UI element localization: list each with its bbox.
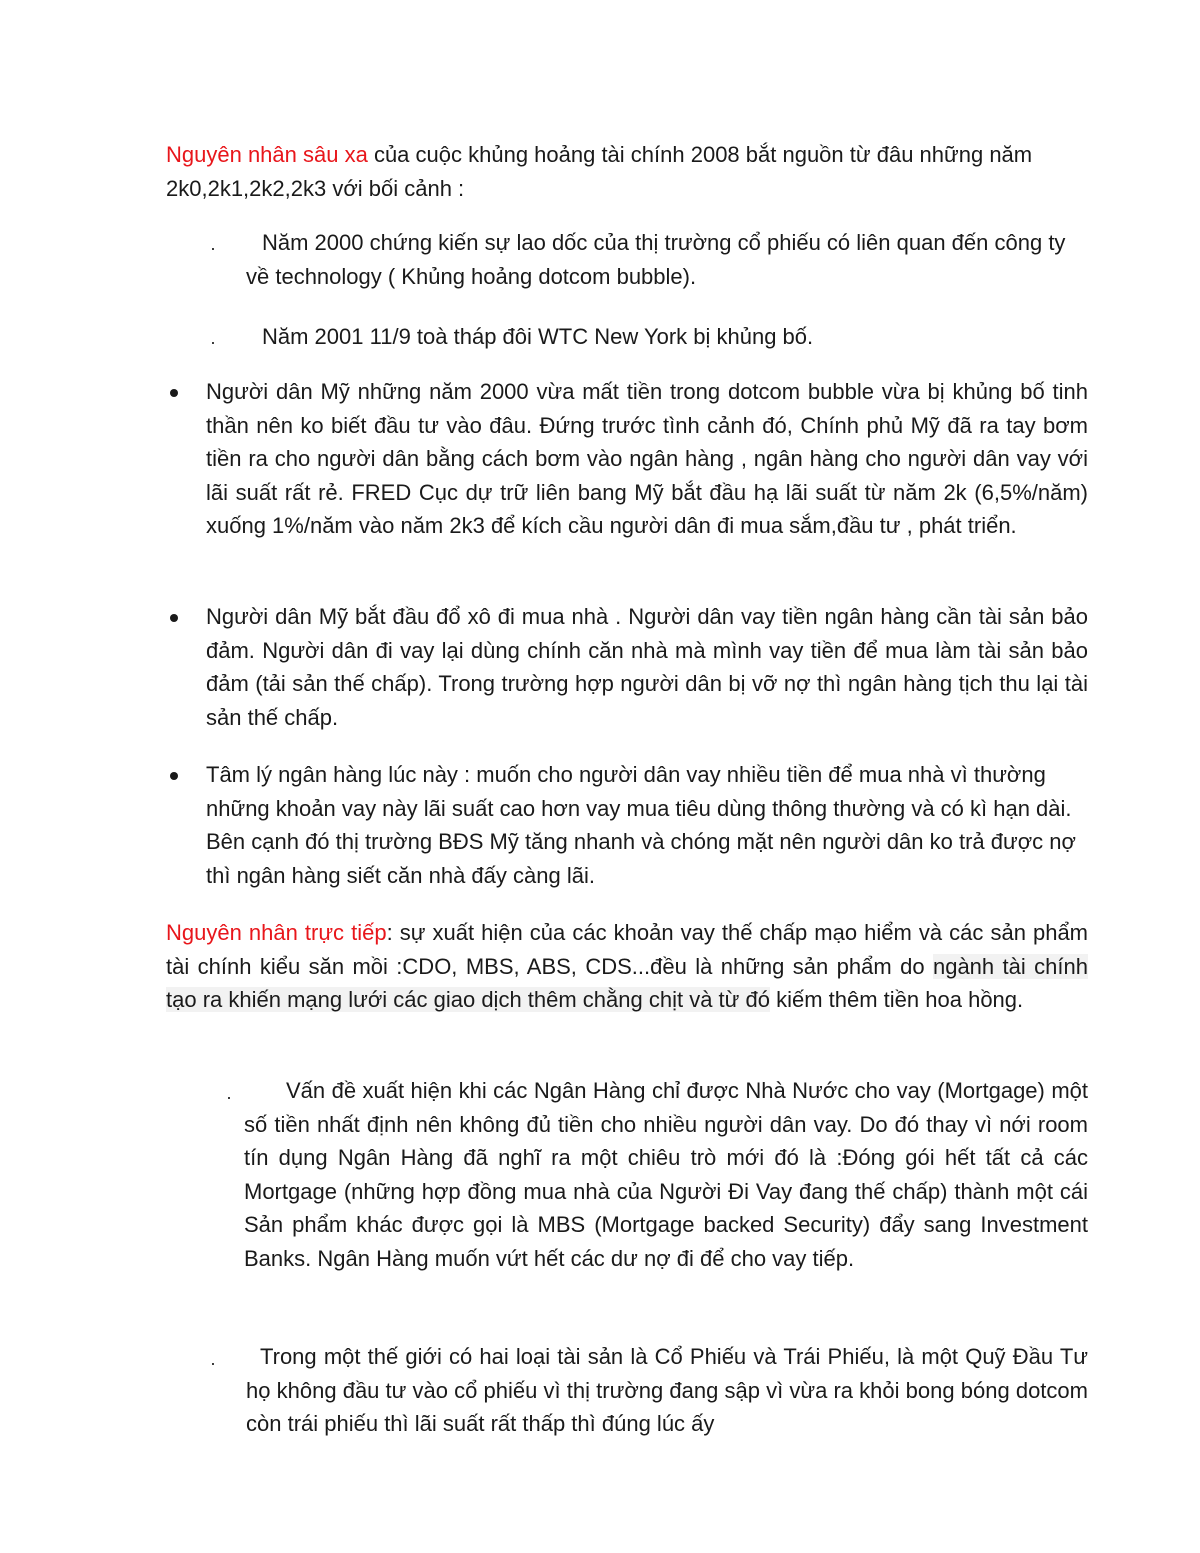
list-item: Người dân Mỹ những năm 2000 vừa mất tiền trong dotcom bubble vừa bị khủng bố tinh thần nên ko biết đầu tư vào đâu. Đứng trước tình cảnh đó, Chính phủ Mỹ đã ra tay bơm tiền ra cho người dân bằng cách bơm vào ngân hàng , ngân hàng cho người dân vay với lãi suất rất rẻ. FRED Cục dự trữ liên bang Mỹ bắt đầu hạ lãi suất từ năm 2k (6,5%/năm) xuống 1%/năm vào năm 2k3 để kích cầu người dân đi mua sắm,đầu tư , phát triển. [206, 379, 1088, 538]
list-item: Người dân Mỹ bắt đầu đổ xô đi mua nhà . Người dân vay tiền ngân hàng cần tài sản bảo đảm. Người dân đi vay lại dùng chính căn nhà mà mình vay tiền để mua làm tài sản bảo đảm (tải sản thế chấp). Trong trường hợp người dân bị vỡ nợ thì ngân hàng tịch thu lại tài sản thế chấp. [206, 604, 1088, 730]
list-item: Trong một thế giới có hai loại tài sản là Cổ Phiếu và Trái Phiếu, là một Quỹ Đầu Tư họ không đầu tư vào cổ phiếu vì thị trường đang sập vì vừa ra khỏi bong bóng dotcom còn trái phiếu thì lãi suất rất thấp thì đúng lúc ấy [246, 1344, 1088, 1436]
list-marker: · [210, 1353, 216, 1373]
list-item: Tâm lý ngân hàng lúc này : muốn cho người dân vay nhiều tiền để mua nhà vì thường những khoản vay này lãi suất cao hơn vay mua tiêu dùng thông thường và có kì hạn dài. Bên cạnh đó thị trường BĐS Mỹ tăng nhanh và chóng mặt nên người dân ko trả được nợ thì ngân hàng siết căn nhà đấy càng lãi. [206, 762, 1076, 888]
paragraph-root-cause-text: của cuộc khủng hoảng tài chính 2008 bắt nguồn từ đâu những năm 2k0,2k1,2k2,2k3 với bối cảnh : [166, 142, 1033, 201]
bullet-icon [170, 389, 178, 397]
paragraph-direct-cause-text: : sự xuất hiện của các khoản vay thế chấp mạo hiểm và các sản phẩm tài chính kiểu săn mồi :CDO, MBS, ABS, CDS...đều là những sản phẩm do [166, 920, 1089, 979]
bullet-icon [170, 614, 178, 622]
paragraph-direct-cause [166, 916, 1088, 1017]
list-marker: · [226, 1087, 232, 1107]
paragraph-direct-cause-end: kiếm thêm tiền hoa hồng. [769, 987, 1024, 1012]
list-item: Năm 2001 11/9 toà tháp đôi WTC New York bị khủng bố. [262, 324, 814, 349]
list-item: Vấn đề xuất hiện khi các Ngân Hàng chỉ được Nhà Nước cho vay (Mortgage) một số tiền nhất định nên không đủ tiền cho nhiều người dân vay. Do đó thay vì nới room tín dụng Ngân Hàng đã nghĩ ra một chiêu trò mới đó là :Đóng gói hết tất cả các Mortgage (những hợp đồng mua nhà của Người Đi Vay đang thế chấp) thành một cái Sản phẩm khác được gọi là MBS (Mortgage backed Security) đẩy sang Investment Banks. Ngân Hàng muốn vứt hết các dư nợ đi để cho vay tiếp. [244, 1078, 1088, 1271]
list-marker: · [210, 238, 216, 258]
highlighted-text: ngành tài chính tạo ra khiến mạng lưới các giao dịch thêm chằng chịt và từ đó [166, 953, 1088, 1012]
heading-root-cause: Nguyên nhân sâu xa [166, 142, 368, 167]
list-item: Năm 2000 chứng kiến sự lao dốc của thị trường cổ phiếu có liên quan đến công ty về technology ( Khủng hoảng dotcom bubble). [246, 230, 1066, 289]
list-marker: · [210, 332, 216, 352]
heading-direct-cause: Nguyên nhân trực tiếp [166, 920, 387, 945]
bullet-icon [170, 772, 178, 780]
paragraph-root-cause [166, 138, 1088, 205]
